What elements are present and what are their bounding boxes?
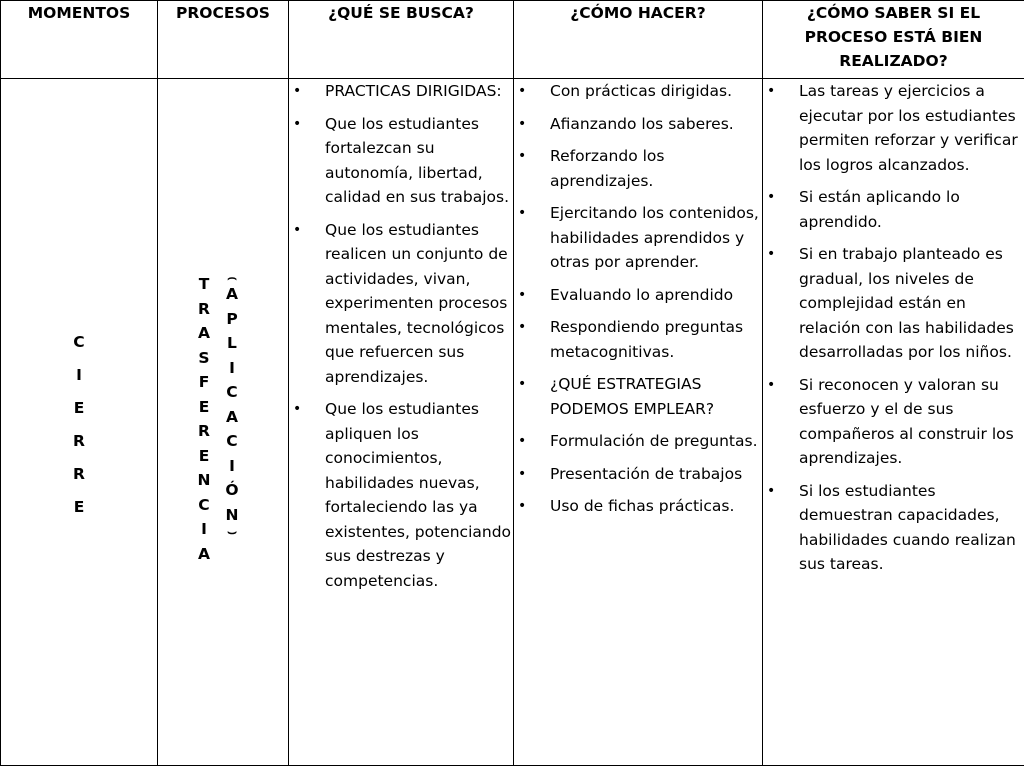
bullet-icon: • [293, 115, 302, 132]
list-item [763, 242, 1024, 365]
list-item [514, 79, 762, 104]
como-saber-list [763, 79, 1024, 577]
list-item [514, 283, 762, 308]
open-paren-icon: ⌢ [227, 268, 237, 286]
bullet-icon: • [767, 376, 776, 393]
proceso-vertical-text [196, 272, 212, 566]
list-item-text: PRACTICAS DIRIGIDAS: [325, 82, 502, 100]
como-saber-cell [763, 79, 1024, 766]
vertical-letter: T [198, 275, 210, 293]
bullet-icon: • [518, 376, 527, 392]
que-se-busca-cell [289, 79, 514, 766]
vertical-letter: E [73, 399, 85, 417]
list-item [763, 185, 1024, 234]
list-item [514, 494, 762, 519]
bullet-icon: • [518, 465, 527, 482]
list-item-text: Que los estudiantes fortalezcan su autonomía, libertad, calidad en sus trabajos. [325, 114, 510, 206]
list-item [514, 112, 762, 137]
close-paren-icon: ⌣ [227, 523, 237, 541]
vertical-letter: R [198, 422, 210, 440]
list-item-text: Que los estudiantes realicen un conjunto de actividades, vivan, experimenten procesos mentales, tecnológicos que refuercen sus aprendizajes. [325, 220, 508, 386]
list-item-text: Presentación de trabajos [550, 464, 743, 483]
vertical-letter: N [225, 505, 239, 524]
momento-vertical-text [1, 326, 157, 524]
header-row [1, 1, 1024, 79]
vertical-letter: A [226, 285, 238, 303]
vertical-letter: A [198, 324, 210, 342]
momento-cell [1, 79, 158, 766]
vertical-letter: S [198, 348, 210, 367]
list-item [514, 429, 762, 454]
list-item [289, 397, 513, 593]
vertical-letter: F [198, 373, 210, 391]
bullet-icon: • [518, 433, 527, 449]
list-item [514, 372, 762, 421]
vertical-letter: I [229, 456, 235, 475]
body-row [1, 79, 1024, 766]
list-item-text: Si reconocen y valoran su esfuerzo y el de sus compañeros al construir los aprendizajes. [799, 375, 1014, 467]
list-item-text: Si en trabajo planteado es gradual, los niveles de complejidad están en relación con las habilidades desarrolladas por los niños. [799, 245, 1014, 361]
list-item-text: Ejercitando los contenidos, habilidades aprendidos y otras por aprender. [550, 204, 759, 271]
vertical-letter: Ó [225, 481, 239, 499]
bullet-icon: • [518, 148, 527, 164]
list-item-text: Si están aplicando lo aprendido. [799, 188, 960, 231]
bullet-icon: • [767, 246, 776, 262]
list-item-text: Formulación de preguntas. [550, 432, 758, 450]
bullet-icon: • [293, 401, 302, 417]
list-item-text: ¿QUÉ ESTRATEGIAS PODEMOS EMPLEAR? [550, 375, 715, 418]
vertical-letter: R [198, 299, 210, 318]
vertical-letter: R [73, 465, 85, 483]
list-item [514, 144, 762, 193]
vertical-letter: N [197, 471, 211, 489]
que-se-busca-list [289, 79, 513, 593]
list-item [763, 373, 1024, 471]
header-como-saber: ¿CÓMO SABER SI EL PROCESO ESTÁ BIEN REALIZADO? [763, 1, 1024, 79]
proceso-parenthetical-text [224, 268, 240, 541]
header-como-hacer: ¿CÓMO HACER? [514, 1, 763, 79]
list-item [763, 479, 1024, 577]
como-hacer-list [514, 79, 762, 519]
bullet-icon: • [518, 319, 527, 335]
header-procesos: PROCESOS [158, 1, 289, 79]
vertical-letter: C [198, 495, 210, 514]
vertical-letter: E [198, 446, 210, 465]
header-que-se-busca: ¿QUÉ SE BUSCA? [289, 1, 514, 79]
bullet-icon: • [767, 482, 776, 499]
bullet-icon: • [293, 221, 302, 238]
como-hacer-cell [514, 79, 763, 766]
list-item [289, 112, 513, 210]
vertical-letter: C [226, 432, 238, 450]
list-item [514, 462, 762, 487]
vertical-letter: I [229, 358, 235, 377]
list-item [514, 201, 762, 275]
bullet-icon: • [518, 498, 527, 514]
list-item-text: Reforzando los aprendizajes. [550, 147, 665, 190]
bullet-icon: • [518, 115, 527, 132]
bullet-icon: • [293, 83, 302, 99]
list-item [763, 79, 1024, 177]
list-item-text: Afianzando los saberes. [550, 114, 734, 133]
vertical-letter: E [198, 397, 210, 416]
vertical-letter: E [73, 498, 85, 516]
list-item [514, 315, 762, 364]
vertical-letter: L [227, 334, 237, 352]
list-item-text: Uso de fichas prácticas. [550, 497, 735, 515]
vertical-letter: I [76, 366, 82, 384]
vertical-letter: C [73, 333, 85, 351]
list-item [289, 79, 513, 104]
list-item [289, 218, 513, 390]
vertical-letter: I [201, 520, 207, 538]
proceso-cell [158, 79, 289, 766]
vertical-letter: A [226, 407, 238, 426]
list-item-text: Respondiendo preguntas metacognitivas. [550, 318, 744, 361]
vertical-letter: A [198, 544, 210, 563]
vertical-letter: P [226, 309, 238, 328]
header-momentos: MOMENTOS [1, 1, 158, 79]
bullet-icon: • [518, 205, 527, 221]
vertical-letter: C [226, 383, 238, 401]
list-item-text: Las tareas y ejercicios a ejecutar por los estudiantes permiten reforzar y verificar los logros alcanzados. [799, 82, 1018, 174]
list-item-text: Que los estudiantes apliquen los conocimientos, habilidades nuevas, fortaleciendo las ya existentes, potenciando sus destrezas y competencias. [325, 400, 512, 590]
bullet-icon: • [767, 189, 776, 205]
bullet-icon: • [767, 83, 776, 99]
list-item-text: Con prácticas dirigidas. [550, 82, 733, 100]
vertical-letter: R [73, 432, 85, 450]
bullet-icon: • [518, 83, 527, 99]
list-item-text: Evaluando lo aprendido [550, 285, 734, 304]
bullet-icon: • [518, 286, 527, 303]
list-item-text: Si los estudiantes demuestran capacidades, habilidades cuando realizan sus tareas. [799, 481, 1016, 573]
